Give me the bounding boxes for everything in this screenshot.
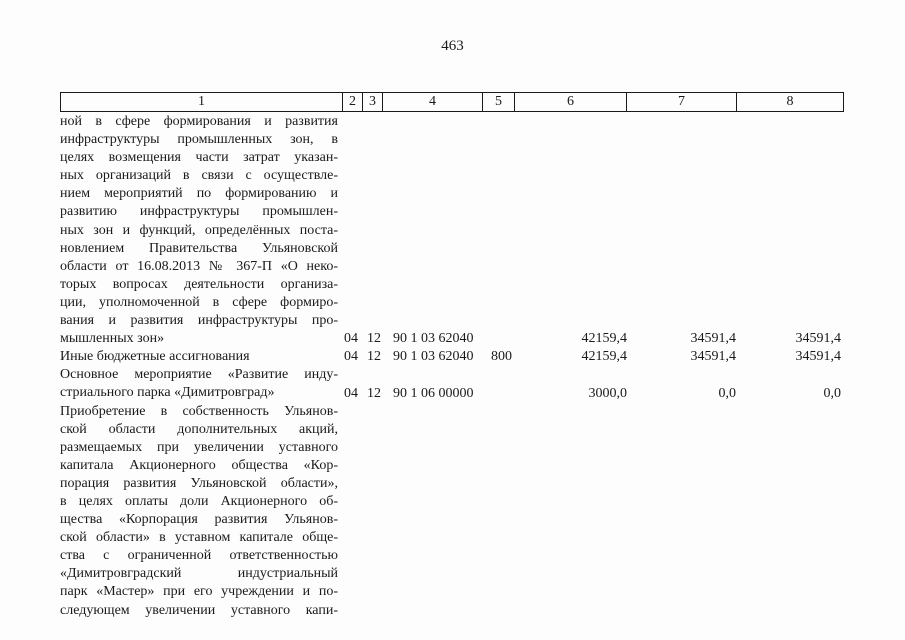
description-line: ной в сфере формирования и развития [60,114,338,129]
description-line: торых вопросах деятельности организа- [60,276,338,292]
expense-type-code: 800 [491,349,512,365]
description-line: инфраструктуры промышленных зон, в [60,132,338,148]
target-article-code: 90 1 03 62040 [393,349,474,365]
scan-noise-top [0,8,905,10]
scan-noise-bottom [0,630,905,632]
section-code: 04 [344,385,358,401]
description-line: новлением Правительства Ульяновской [60,240,338,256]
column-header-3: 3 [363,93,383,112]
description-line: ции, уполномоченной в сфере формиро- [60,294,338,310]
row-cells [60,348,843,366]
row-cells [60,602,843,620]
subsection-code: 12 [367,349,381,365]
amount-col6: 42159,4 [581,349,627,365]
table-row [60,403,843,620]
column-header-6: 6 [515,93,627,112]
description-line: Основное мероприятие «Развитие инду- [60,367,338,383]
description-line: вания и развития инфраструктуры про- [60,313,338,329]
row-description [60,403,338,620]
section-code: 04 [344,349,358,365]
table-row [60,113,843,348]
description-line: Приобретение в собственность Ульянов- [60,403,338,419]
column-header-row [60,92,844,112]
description-line: ных организаций в связи с осуществле- [60,168,338,184]
table-row [60,348,843,366]
column-header-7: 7 [627,93,737,112]
amount-col6: 3000,0 [588,385,627,401]
description-line: ской области дополнительных акций, [60,421,338,437]
column-header-8: 8 [737,93,844,112]
description-line: ства с ограниченной ответственностью [60,548,338,564]
description-line: щества «Корпорация развития Ульянов- [60,512,338,528]
page-number: 463 [441,38,464,54]
description-line: ных зон и функций, определённых поста- [60,222,338,238]
table-row [60,366,843,402]
description-line: в целях оплаты доли Акционерного об- [60,493,338,509]
section-code: 04 [344,331,358,347]
description-line: стриального парка «Димитровград» [60,385,275,401]
description-line: области от 16.08.2013 № 367-П «О неко- [60,258,338,274]
description-line: следующем увеличении уставного капи- [60,602,338,618]
description-line: Иные бюджетные ассигнования [60,349,250,365]
row-description [60,113,338,348]
column-header-1: 1 [61,93,343,112]
target-article-code: 90 1 03 62040 [393,331,474,347]
description-line: нием мероприятий по формированию и [60,186,338,202]
amount-col7: 34591,4 [690,349,736,365]
column-header-4: 4 [383,93,483,112]
description-line: целях возмещения части затрат указан- [60,150,338,166]
target-article-code: 90 1 06 00000 [393,385,474,401]
subsection-code: 12 [367,385,381,401]
subsection-code: 12 [367,331,381,347]
description-line: ской области» в уставном капитале обще- [60,530,338,546]
description-line: «Димитровградский индустриальный [60,566,338,582]
description-line: порация развития Ульяновской области», [60,475,338,491]
amount-col7: 34591,4 [690,331,736,347]
amount-col8: 0,0 [823,385,841,401]
row-cells [60,385,843,403]
column-header-5: 5 [483,93,515,112]
description-line: размещаемых при увеличении уставного [60,439,338,455]
table-body [60,113,843,620]
amount-col6: 42159,4 [581,331,627,347]
amount-col7: 0,0 [718,385,736,401]
amount-col8: 34591,4 [795,331,841,347]
description-line: парк «Мастер» при его учреждении и по- [60,584,338,600]
description-line: мышленных зон» [60,331,165,347]
description-line: развитию инфраструктуры промышлен- [60,204,338,220]
description-line: капитала Акционерного общества «Кор- [60,457,338,473]
row-cells [60,330,843,348]
amount-col8: 34591,4 [795,349,841,365]
column-header-2: 2 [343,93,363,112]
